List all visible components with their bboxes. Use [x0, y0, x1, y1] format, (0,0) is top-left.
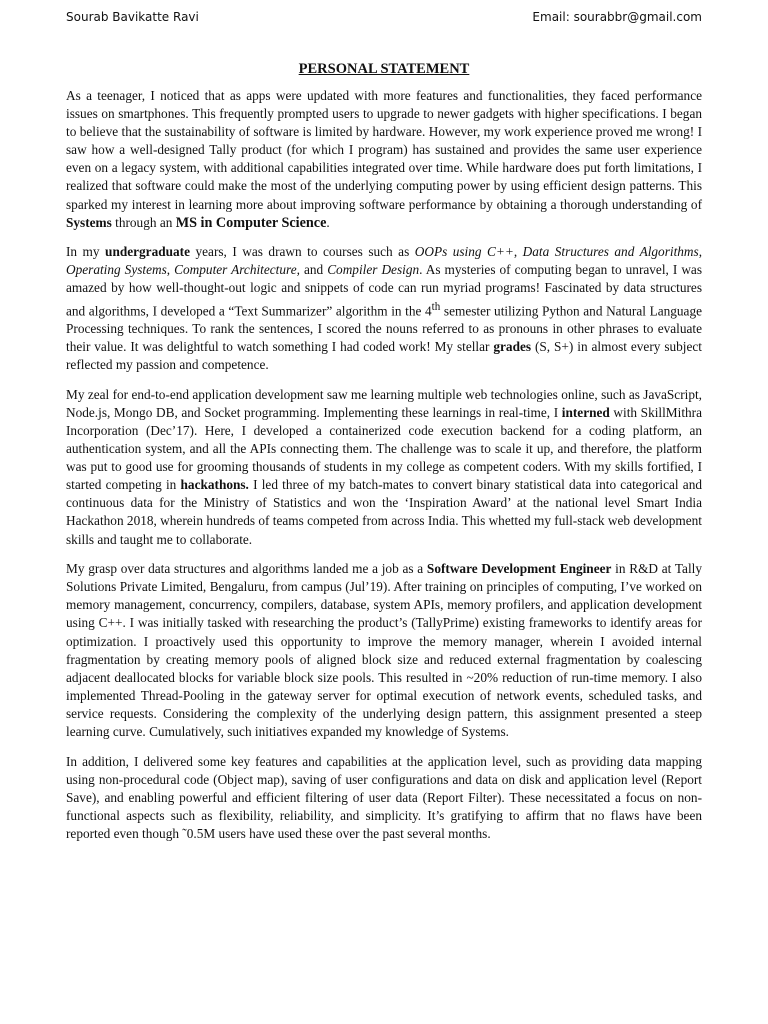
paragraph-1: [66, 87, 702, 232]
paragraph-2-run-14: th: [431, 300, 441, 313]
paragraph-1-run-2: Systems: [66, 214, 112, 230]
paragraph-2-run-17: (S, S+) in almost every subject reflected my passion and competence.: [66, 339, 702, 373]
paragraph-2-run-13: . As mysteries of computing began to unravel, I was amazed by how well-thought-out logic and snippets of code can run myriad programs! Fascinated by data structures and algorithms, I developed a “Text Summarizer” algorithm in the 4: [66, 262, 703, 318]
paragraph-4-run-2: Software Development Engineer: [426, 561, 612, 577]
document-title: PERSONAL STATEMENT: [298, 61, 470, 77]
paragraph-1-run-1: As a teenager, I noticed that as apps were updated with more features and functionalities, they faced performance issues on smartphones. This frequently prompted users to upgrade to newer gadgets with higher specifications. I began to believe that the sustainability of software is limited by hardware. However, my work experience proved me wrong! I saw how a well-designed Tally product (for which I program) has sustained and provides the same user experience even on a legacy system, with additional capabilities integrated over time. While hardware does put forth limitations, I realized that software could make the most of the underlying computing power by using efficient design patterns. This sparked my interest in learning more about improving software performance by obtaining a thorough understanding of: [66, 88, 702, 212]
paragraph-3-run-5: I led three of my batch-mates to convert binary statistical data into categorical and continuous data for the Ministry of Statistics and won the ‘Inspiration Award’ at the national level Smart India Hackathon 2018, wherein hundreds of teams competed from across India. This whetted my full-stack web development skills and taught me to collaborate.: [66, 477, 703, 547]
paragraph-4: [66, 560, 702, 741]
paragraph-2-run-9: ,: [166, 262, 175, 278]
paragraph-2-run-15: semester utilizing Python and Natural Language Processing techniques. To rank the sentences, I scored the nouns referred to as pronouns in other phrases to evaluate their value. It was delightful to watch something I had coded work! My stellar: [66, 302, 702, 355]
paragraph-3-run-4: hackathons.: [180, 477, 249, 493]
paragraph-3-run-1: My zeal for end-to-end application development saw me learning multiple web technologies online, such as JavaScript, Node.js, Mongo DB, and Socket programming. Implementing these learnings in real-time, I: [66, 386, 702, 420]
paragraph-1-run-5: .: [326, 214, 330, 230]
paragraph-2-run-6: Data Structures and Algorithms: [522, 244, 699, 260]
paragraph-3: [66, 386, 702, 549]
paragraph-3-run-3: with SkillMithra Incorporation (Dec’17). Here, I developed a containerized code execution backend for a coding platform, an authentication system, and all the APIs connecting them. The challenge was to scale it up, and therefore, the platform was put to good use for grooming thousands of students in my college as competent coders. With my skills fortified, I started competing in: [66, 404, 702, 493]
paragraph-3-run-2: interned: [561, 404, 610, 420]
paragraph-2-run-16: grades: [493, 339, 532, 355]
page-header: [66, 0, 702, 40]
author-name: Sourab Bavikatte Ravi: [66, 10, 199, 24]
paragraph-2-run-5: ,: [513, 244, 523, 260]
paragraph-4-run-1: My grasp over data structures and algorithms landed me a job as a: [66, 561, 427, 577]
paragraph-2: [66, 243, 702, 374]
author-email: Email: sourabbr@gmail.com: [532, 10, 702, 24]
paragraph-2-run-10: Computer Architecture,: [174, 262, 300, 278]
paragraph-5-run-1: In addition, I delivered some key features and capabilities at the application level, such as providing data mapping using non-procedural code (Object map), saving of user configurations and data on disk and application level (Report Save), and enabling powerful and efficient filtering of user data (Report Filter). These necessitated a focus on non-functional aspects such as flexibility, reliability, and simplicity. It’s gratifying to affirm that no flaws have been reported even though ˜0.5M users have used these over the past several months.: [66, 753, 702, 841]
paragraph-2-run-1: In my: [66, 244, 106, 260]
paragraph-2-run-2: undergraduate: [105, 244, 191, 260]
paragraph-1-run-4: MS in Computer Science: [175, 214, 327, 231]
statement-body: [66, 87, 702, 843]
paragraph-2-run-12: Compiler Design: [327, 262, 420, 278]
paragraph-2-run-4: OOPs using C++: [414, 244, 514, 260]
paragraph-4-run-3: in R&D at Tally Solutions Private Limited, Bengaluru, from campus (Jul’19). After training on principles of computing, I’ve worked on memory management, concurrency, compilers, database, system APIs, memory profilers, and application development using C++. I was initially tasked with researching the product’s (TallyPrime) existing frameworks to identify areas for optimization. I proactively used this opportunity to improve the memory manager, wherein I avoided internal fragmentation by creating memory pools of aligned block size and reduced external fragmentation by coalescing adjacent deallocated blocks for variable block size pools. This resulted in ~20% reduction of run-time memory. I also implemented Thread-Pooling in the gateway server for optimal execution of network events, scheduled tasks, and service requests. Considering the complexity of the underlying design pattern, this assignment presented a steep learning curve. Cumulatively, such initiatives expanded my knowledge of Systems.: [66, 561, 702, 740]
paragraph-5: [66, 753, 702, 843]
paragraph-2-run-8: Operating Systems: [66, 262, 167, 278]
paragraph-1-run-3: through an: [111, 214, 176, 230]
paragraph-2-run-7: ,: [698, 244, 703, 260]
paragraph-2-run-11: and: [299, 262, 328, 278]
paragraph-2-run-3: years, I was drawn to courses such as: [190, 244, 415, 260]
